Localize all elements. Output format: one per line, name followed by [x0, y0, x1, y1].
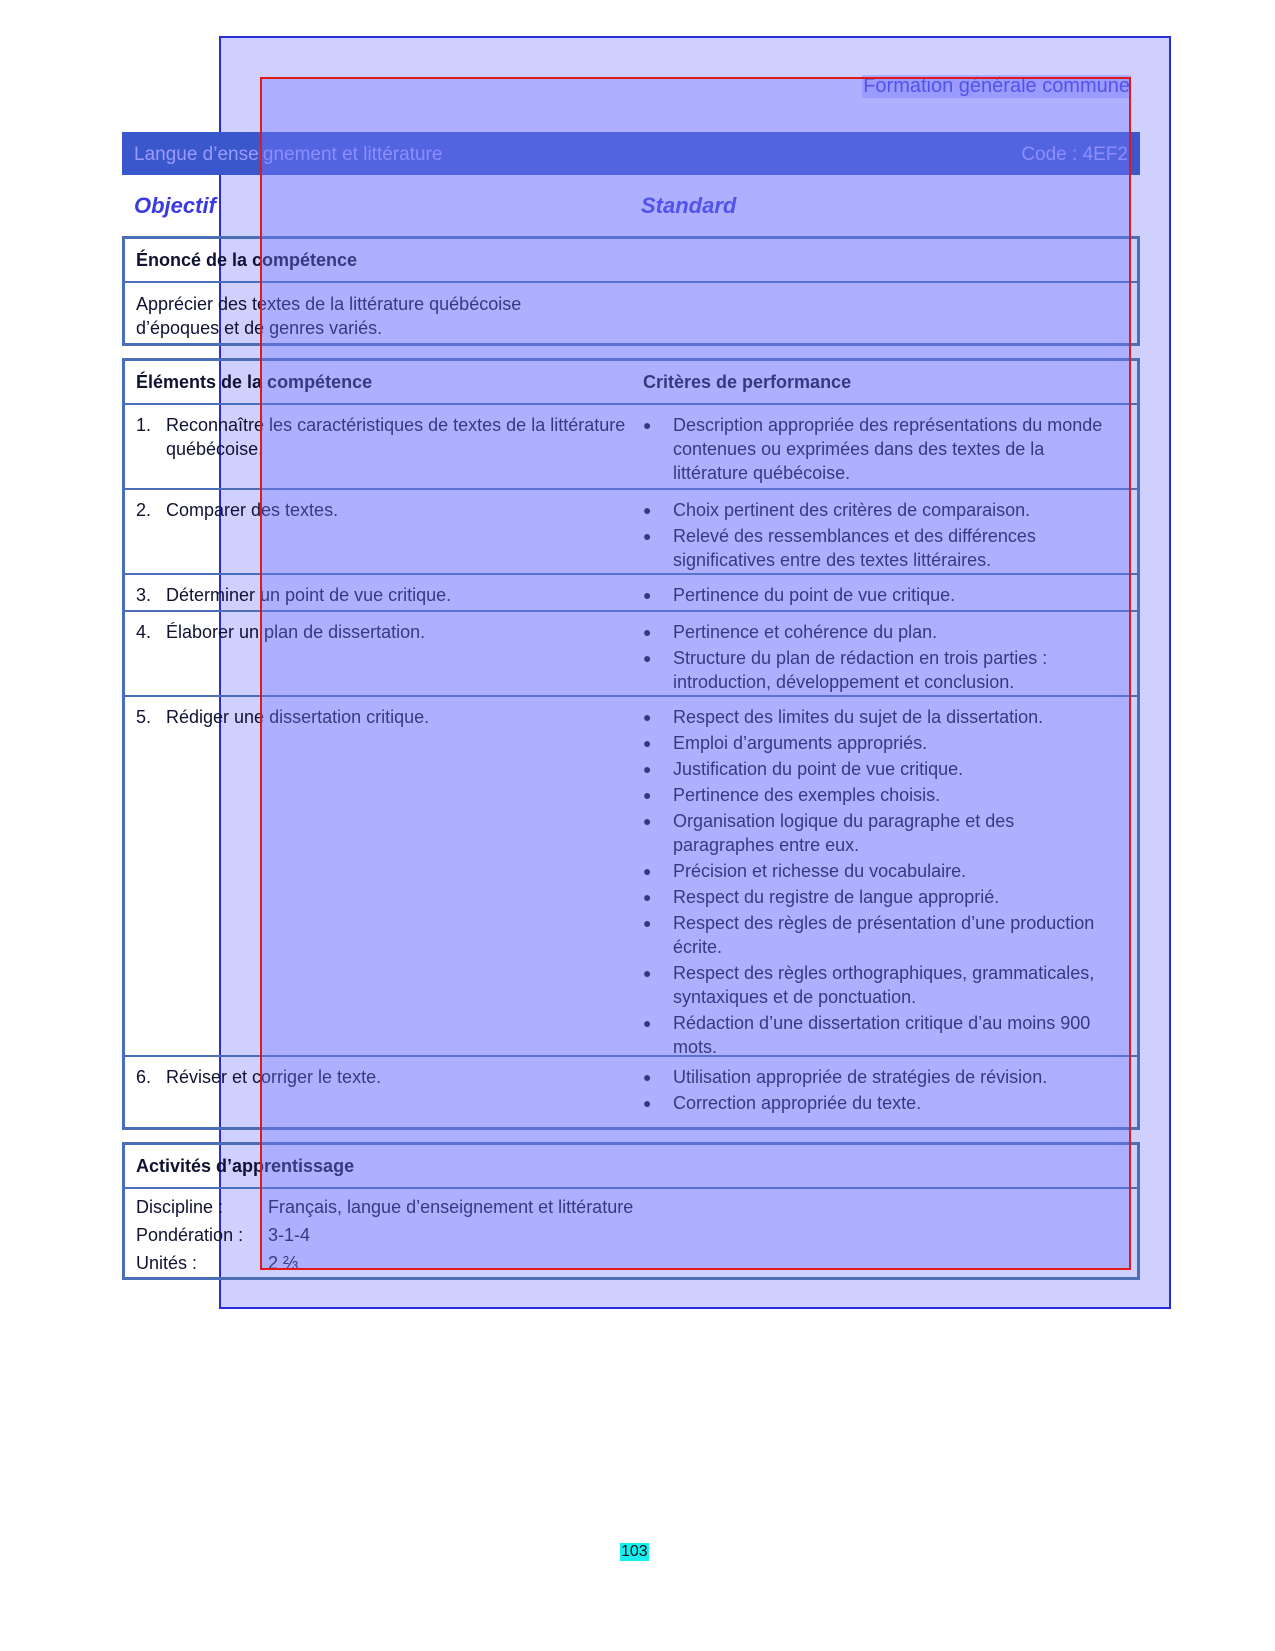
- criteria-cell: [643, 705, 1113, 1061]
- discipline-label: Discipline :: [136, 1197, 224, 1217]
- criteria-cell: [643, 583, 1113, 609]
- bullet-icon: ●: [643, 624, 652, 640]
- bullet-icon: ●: [643, 587, 652, 603]
- criterion-text: Utilisation appropriée de stratégies de révision.: [673, 1067, 1048, 1087]
- criteria-column-title: Critères de performance: [643, 372, 852, 392]
- criterion-item: [643, 1065, 1113, 1089]
- discipline-value: Français, langue d’enseignement et littérature: [268, 1197, 634, 1217]
- ponderation-line: [136, 1225, 310, 1246]
- criterion-text: Pertinence des exemples choisis.: [673, 785, 941, 805]
- learning-activities-header: [125, 1145, 1137, 1189]
- competence-statement-title: Énoncé de la compétence: [136, 250, 358, 270]
- element-text: Comparer des textes.: [166, 500, 339, 520]
- bullet-icon: ●: [643, 709, 652, 725]
- criterion-item: [643, 498, 1113, 522]
- element-text: Réviser et corriger le texte.: [166, 1067, 382, 1087]
- elements-criteria-table: [122, 358, 1140, 1130]
- bullet-icon: ●: [643, 1069, 652, 1085]
- criteria-cell: [643, 498, 1113, 574]
- ponderation-value: 3-1-4: [268, 1225, 311, 1245]
- ponderation-label: Pondération :: [136, 1225, 244, 1245]
- criterion-item: [643, 583, 1113, 607]
- criterion-item: [643, 885, 1113, 909]
- criterion-item: [643, 620, 1113, 644]
- page-number: 103: [621, 1543, 648, 1560]
- discipline-line: [136, 1197, 633, 1218]
- criterion-item: [643, 1091, 1113, 1115]
- element-number: 5.: [136, 707, 152, 727]
- unites-line: [136, 1253, 298, 1274]
- course-header-bar: [122, 132, 1140, 175]
- table-row: [125, 405, 1137, 490]
- elements-table-header: [125, 361, 1137, 405]
- criterion-item: [643, 783, 1113, 807]
- criterion-text: Respect du registre de langue approprié.: [673, 887, 1000, 907]
- table-row: [125, 612, 1137, 697]
- criterion-text: Pertinence et cohérence du plan.: [673, 622, 938, 642]
- criterion-item: [643, 757, 1113, 781]
- element-cell: [136, 498, 626, 522]
- competence-statement-box: [122, 236, 1140, 346]
- competence-statement-header: [125, 239, 1137, 283]
- element-number: 3.: [136, 585, 152, 605]
- element-cell: [136, 583, 626, 607]
- bullet-icon: ●: [643, 417, 652, 433]
- element-number: 1.: [136, 415, 152, 435]
- course-code: 4EF2: [1082, 144, 1128, 165]
- criterion-text: Correction appropriée du texte.: [673, 1093, 922, 1113]
- element-number: 2.: [136, 500, 152, 520]
- bullet-icon: ●: [643, 502, 652, 518]
- elements-column-title: Éléments de la compétence: [136, 372, 373, 392]
- criterion-text: Emploi d’arguments appropriés.: [673, 733, 928, 753]
- competence-statement-body: [125, 283, 1137, 349]
- criterion-item: [643, 646, 1113, 694]
- element-cell: [136, 620, 626, 644]
- element-text: Reconnaître les caractéristiques de textes de la littérature québécoise.: [166, 415, 626, 459]
- bullet-icon: ●: [643, 735, 652, 751]
- criterion-item: [643, 524, 1113, 572]
- bullet-icon: ●: [643, 863, 652, 879]
- criterion-text: Respect des règles orthographiques, grammaticales, syntaxiques et de ponctuation.: [673, 963, 1095, 1007]
- bullet-icon: ●: [643, 1095, 652, 1111]
- element-number: 4.: [136, 622, 152, 642]
- standard-label: Standard: [641, 193, 737, 218]
- program-title: Formation générale commune: [863, 75, 1130, 97]
- criterion-item: [643, 705, 1113, 729]
- element-cell: [136, 1065, 626, 1089]
- criterion-item: [643, 809, 1113, 857]
- criterion-item: [643, 413, 1113, 485]
- element-text: Élaborer un plan de dissertation.: [166, 622, 426, 642]
- criterion-text: Respect des règles de présentation d’une production écrite.: [673, 913, 1095, 957]
- bullet-icon: ●: [643, 761, 652, 777]
- element-text: Rédiger une dissertation critique.: [166, 707, 430, 727]
- bullet-icon: ●: [643, 1015, 652, 1031]
- course-name: Langue d’enseignement et littérature: [134, 144, 443, 165]
- learning-activities-box: [122, 1142, 1140, 1280]
- criterion-item: [643, 911, 1113, 959]
- criterion-text: Description appropriée des représentations du monde contenues ou exprimées dans des textes de la littérature québécoise.: [673, 415, 1103, 483]
- course-code-group: [1021, 144, 1128, 166]
- criterion-text: Structure du plan de rédaction en trois parties : introduction, développement et conclusion.: [673, 648, 1048, 692]
- criterion-text: Rédaction d’une dissertation critique d’au moins 900 mots.: [673, 1013, 1091, 1057]
- bullet-icon: ●: [643, 650, 652, 666]
- criterion-text: Justification du point de vue critique.: [673, 759, 964, 779]
- element-cell: [136, 705, 626, 729]
- objective-label: Objectif: [134, 193, 216, 218]
- criterion-text: Organisation logique du paragraphe et des paragraphes entre eux.: [673, 811, 1015, 855]
- bullet-icon: ●: [643, 915, 652, 931]
- criterion-text: Pertinence du point de vue critique.: [673, 585, 956, 605]
- bullet-icon: ●: [643, 813, 652, 829]
- element-cell: [136, 413, 626, 461]
- course-code-label: Code :: [1021, 144, 1078, 165]
- criterion-text: Choix pertinent des critères de comparaison.: [673, 500, 1031, 520]
- criterion-text: Précision et richesse du vocabulaire.: [673, 861, 967, 881]
- criterion-item: [643, 859, 1113, 883]
- unites-value: 2 ⅔: [268, 1253, 299, 1273]
- bullet-icon: ●: [643, 787, 652, 803]
- table-row: [125, 575, 1137, 612]
- criteria-cell: [643, 413, 1113, 487]
- bullet-icon: ●: [643, 965, 652, 981]
- criterion-item: [643, 731, 1113, 755]
- criterion-text: Respect des limites du sujet de la dissertation.: [673, 707, 1044, 727]
- criteria-cell: [643, 1065, 1113, 1117]
- table-row: [125, 697, 1137, 1057]
- criteria-cell: [643, 620, 1113, 696]
- criterion-item: [643, 1011, 1113, 1059]
- element-number: 6.: [136, 1067, 152, 1087]
- table-row: [125, 1057, 1137, 1127]
- bullet-icon: ●: [643, 889, 652, 905]
- statement-line: Apprécier des textes de la littérature québécoise: [136, 294, 522, 314]
- statement-line: d’époques et de genres variés.: [136, 318, 383, 338]
- table-row: [125, 490, 1137, 575]
- criterion-text: Relevé des ressemblances et des différences significatives entre des textes littéraires.: [673, 526, 1036, 570]
- criterion-item: [643, 961, 1113, 1009]
- element-text: Déterminer un point de vue critique.: [166, 585, 452, 605]
- unites-label: Unités :: [136, 1253, 198, 1273]
- bullet-icon: ●: [643, 528, 652, 544]
- learning-activities-title: Activités d’apprentissage: [136, 1156, 355, 1176]
